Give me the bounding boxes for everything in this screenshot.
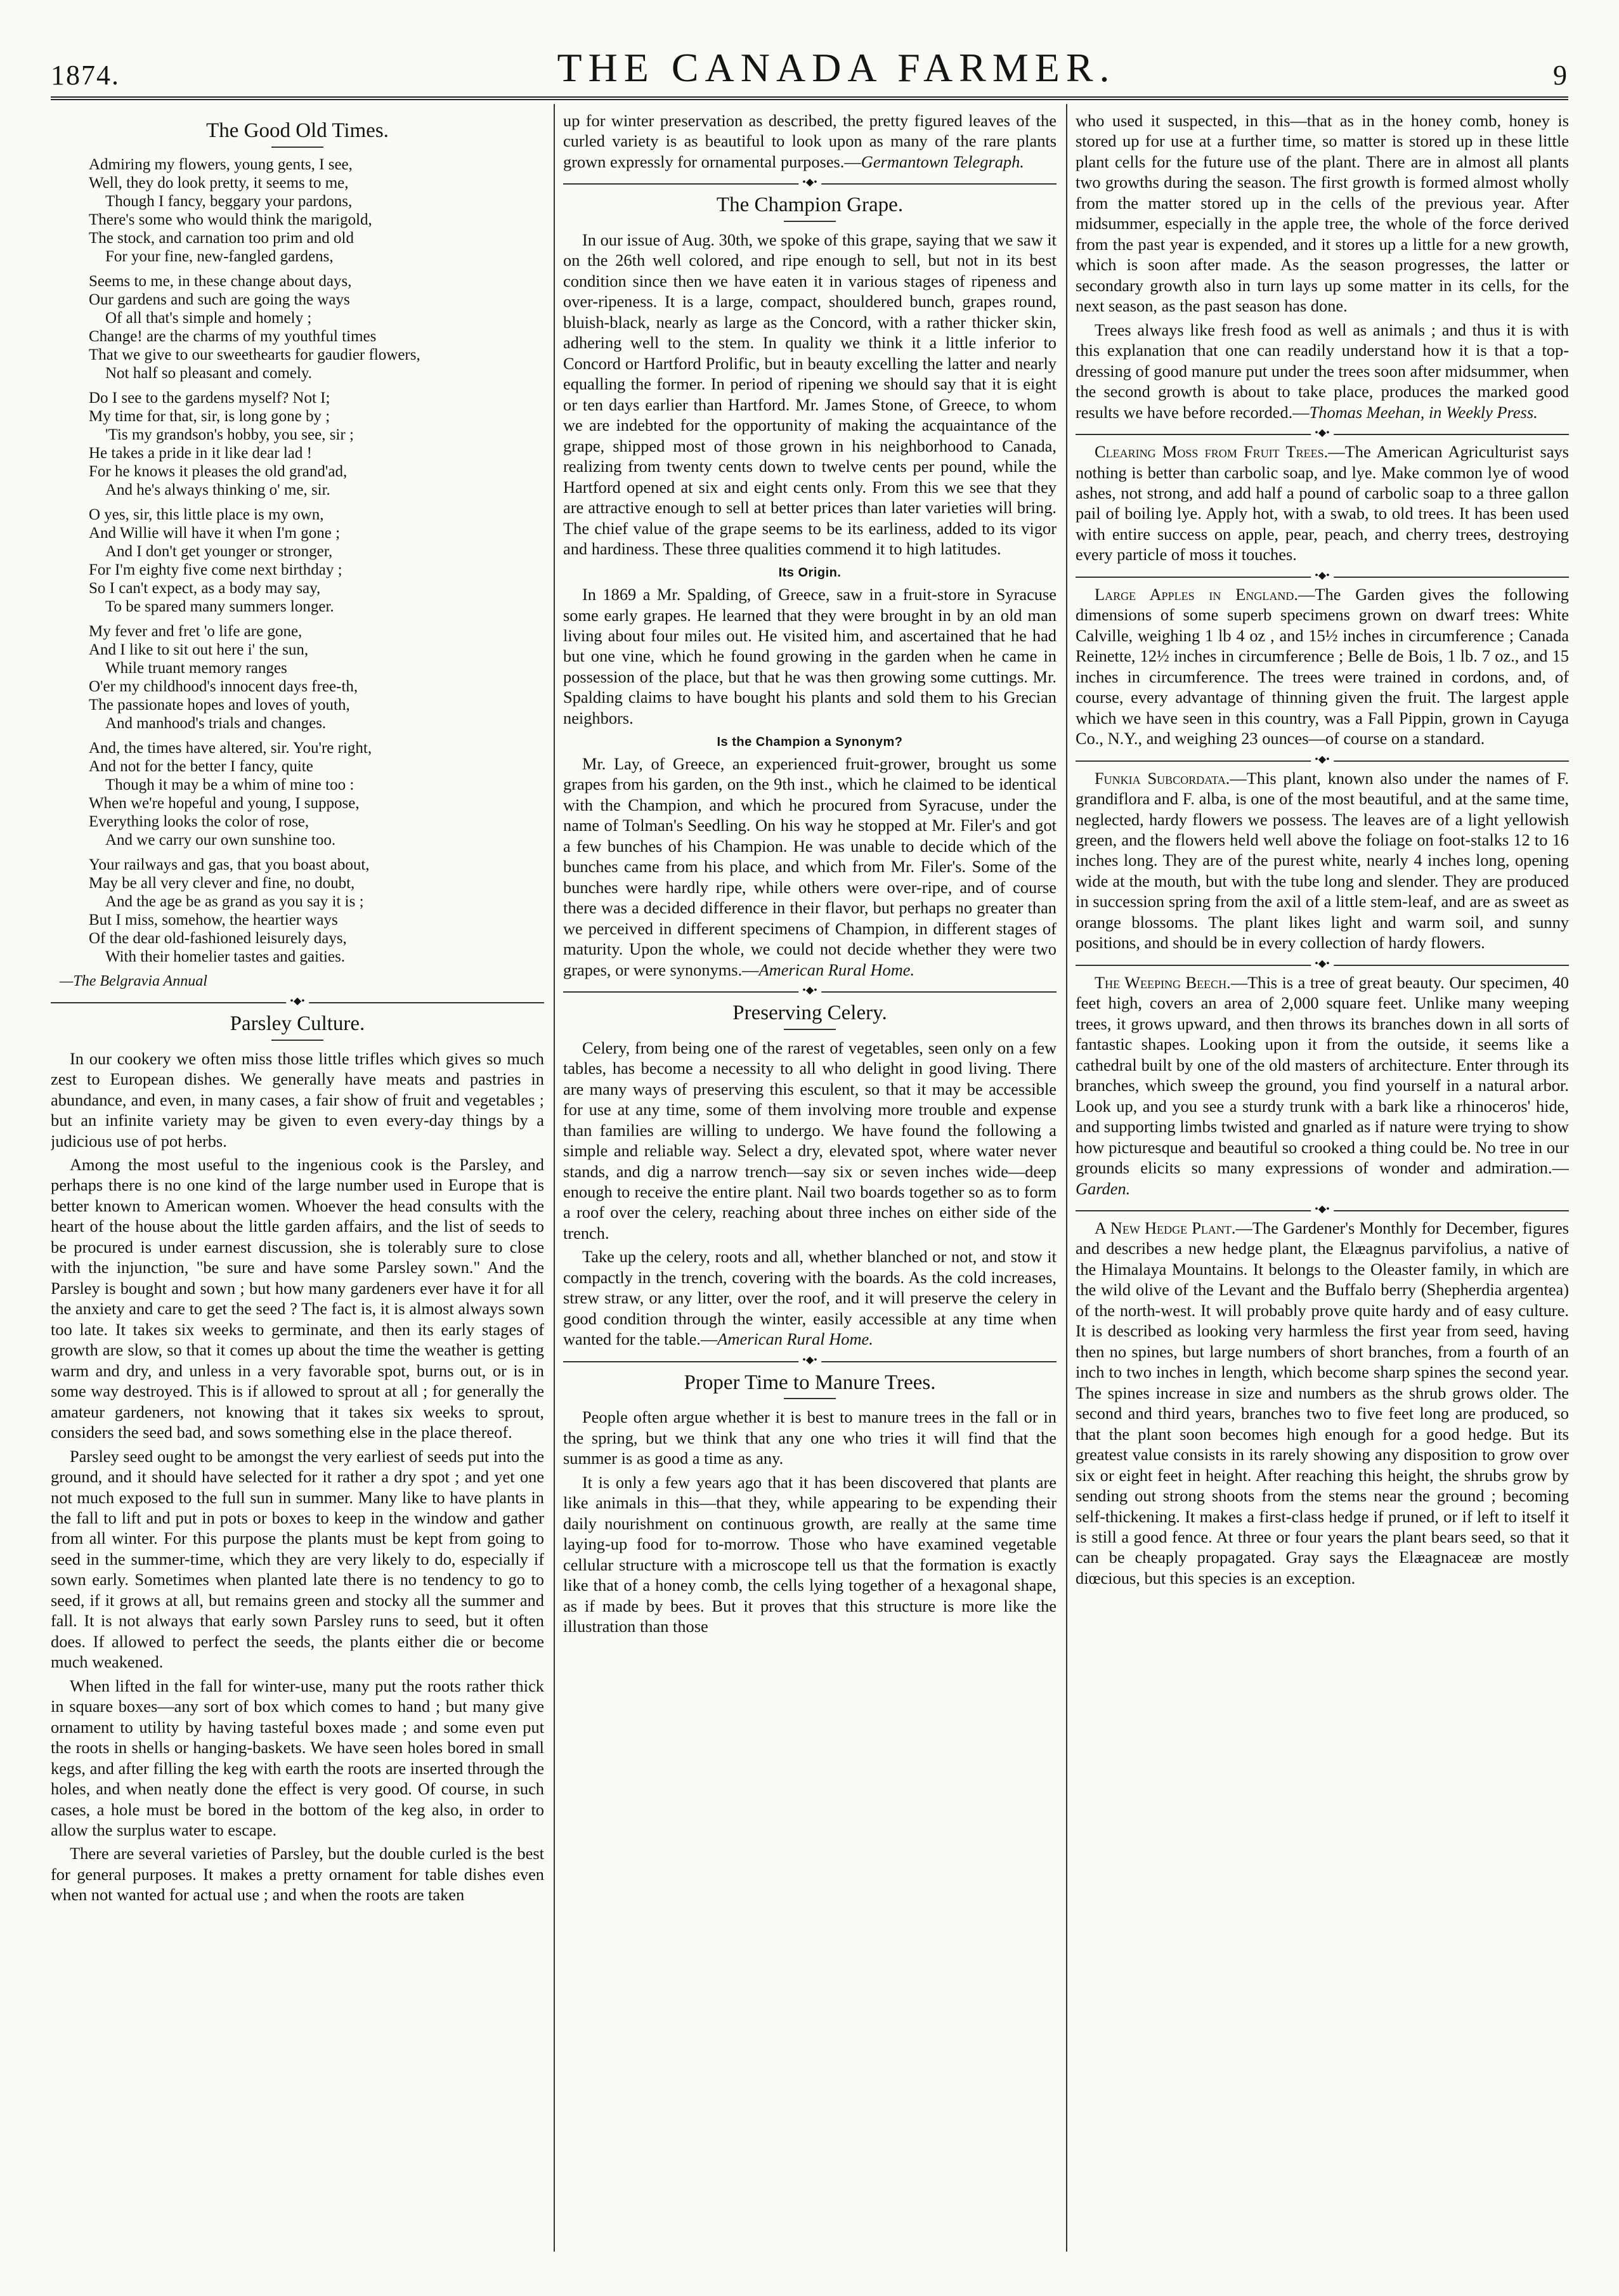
poem-line: May be all very clever and fine, no doubt, (89, 874, 355, 892)
title-rule (784, 1029, 836, 1030)
paragraph (563, 753, 1057, 980)
poem-line: That we give to our sweethearts for gaudier flowers, (89, 346, 420, 363)
poem-line: My time for that, sir, is long gone by ; (89, 407, 330, 425)
poem-line: There's some who would think the marigold, (89, 211, 372, 228)
column-2 (563, 110, 1057, 2252)
paragraph (1076, 320, 1569, 422)
source-credit: Garden. (1076, 1178, 1131, 1198)
article-title: The Good Old Times. (206, 119, 389, 142)
poem-stanza (89, 155, 544, 266)
item-new-hedge-plant (1076, 1218, 1569, 1588)
poem-line: And we carry our own sunshine too. (105, 831, 336, 849)
section-divider (1076, 434, 1569, 435)
poem-line: The stock, and carnation too prim and old (89, 229, 354, 247)
poem-line: When we're hopeful and young, I suppose, (89, 794, 360, 812)
source-credit: American Rural Home. (717, 1329, 873, 1349)
paragraph: In 1869 a Mr. Spalding, of Greece, saw in a fruit-store in Syracuse some early grapes. He learned that they were brought in by an old man living about four miles out. He visited him, and ascertained that he had but one vine, which he found growing in the garden when he came in possession of the place, but that he was then growing some cuttings. Mr. Spalding claims to have bought his plants and sold them to his Grecian neighbors. (563, 585, 1057, 727)
source-credit: American Rural Home. (758, 960, 915, 979)
paragraph-text: —The Gardener's Monthly for December, figures and describes a new hedge plant, the Elæagnus parvifolius, a native of the Himalaya Mountains. It belongs to the Oleaster family, in which are the wild olive of the Levant and the Buffalo berry (Shepherdia argentea) of the north-west. It will probably prove quite hardy and of easy culture. It is described as looking very harmless the first year from seed, having then no spines, but large numbers of short branches, from a fourth of an inch to two inches in length, which become sharp spines the second year. The spines increase in size and numbers as the shrub grows older. The second and third years, branches two to five feet long are produced, so that the plant soon becomes high enough for a good hedge. But its greatest value consists in its rarely showing any disposition to grow over six or eight feet in height. After reaching this height, the shrubs grow by sending out strong shoots from the stems near the ground ; becoming self-thickening. It makes a first-class hedge if pruned, or if left to itself it is still a good fence. At three or four years the plant bears seed, so that it can be cheaply propagated. Gray says the Elæagnaceæ are mostly diœcious, but this species is an exception. (1076, 1218, 1569, 1588)
article-champion-grape (563, 192, 1057, 980)
article-title: Proper Time to Manure Trees. (684, 1371, 936, 1394)
item-funkia (1076, 768, 1569, 953)
subheading: Its Origin. (778, 566, 842, 580)
paragraph: Celery, from being one of the rarest of vegetables, seen only on a few tables, has become a necessity to all who delight in good living. There are many ways of preserving this esculent, so that it may be accessible for use at any time, some of them involving more trouble and expense than families are willing to undergo. We have found the following a simple and reliable way. Select a dry, elevated spot, where water never stands, and dig a narrow trench—say six or seven inches wide—deep enough to receive the entire plant. Nail two boards together so as to form a roof over the celery, reaching about three inches on either side of the trench. (563, 1038, 1057, 1243)
item-lead: A New Hedge Plant. (1095, 1218, 1236, 1237)
poem-line: Do I see to the gardens myself? Not I; (89, 389, 330, 407)
page-number: 9 (1553, 60, 1568, 91)
paragraph: People often argue whether it is best to manure trees in the fall or in the spring, but we think that any one who tries it will find that the summer is as good a time as any. (563, 1407, 1057, 1468)
item-clearing-moss (1076, 441, 1569, 565)
paragraph (1076, 1218, 1569, 1588)
column-rule (1066, 104, 1067, 2252)
item-large-apples (1076, 584, 1569, 749)
poem-line: He takes a pride in it like dear lad ! (89, 444, 312, 462)
poem-line: Though I fancy, beggary your pardons, (105, 192, 353, 210)
item-lead: Funkia Subcordata. (1095, 768, 1230, 788)
poem-attribution: —The Belgravia Annual (60, 972, 207, 989)
poem-stanza (89, 506, 544, 616)
source-credit: Germantown Telegraph. (861, 152, 1024, 171)
item-weeping-beech (1076, 972, 1569, 1199)
article-title: Parsley Culture. (230, 1012, 365, 1036)
paragraph-text: Take up the celery, roots and all, whether blanched or not, and stow it compactly in the trench, covering with the boards. As the cold increases, strew straw, or any litter, over the roof, and it will preserve the celery in good condition through the winter, easily accessible at any time when wanted for the table.— (563, 1247, 1057, 1349)
masthead (51, 39, 1568, 91)
paragraph (1076, 441, 1569, 565)
title-rule (784, 1398, 836, 1399)
section-divider (51, 1002, 544, 1003)
poem-line: To be spared many summers longer. (105, 597, 334, 615)
article-parsley-culture (51, 1011, 544, 1905)
paragraph: It is only a few years ago that it has been discovered that plants are like animals in this—that they, while appearing to be expending their daily nourishment on continuous growth, are really at the same time laying-up food for to-morrow. Those who have examined vegetable cellular structure with a microscope tell us that the formation is exactly like that of a honey comb, the cells lying together of a hexagonal shape, as if made by bees. But it proves that this structure is more like the illustration than those (563, 1472, 1057, 1636)
paragraph-text: up for winter preservation as described, the pretty figured leaves of the curled variety is as beautiful to look upon as many of the rare plants grown expressly for ornamental purposes.— (563, 111, 1057, 171)
title-rule (271, 1040, 323, 1041)
poem-line: And, the times have altered, sir. You're right, (89, 739, 372, 757)
poem-line: Everything looks the color of rose, (89, 812, 309, 830)
article-parsley-continued (563, 110, 1057, 172)
poem-line: Seems to me, in these change about days, (89, 272, 352, 290)
paragraph (563, 1246, 1057, 1349)
poem-line: And not for the better I fancy, quite (89, 757, 313, 775)
poem-line: For I'm eighty five come next birthday ; (89, 561, 342, 578)
poem-line: O'er my childhood's innocent days free-th, (89, 677, 358, 695)
poem-line: O yes, sir, this little place is my own, (89, 506, 324, 523)
column-1 (51, 110, 544, 2252)
poem-line: The passionate hopes and loves of youth, (89, 696, 350, 714)
source-credit: Thomas Meehan, in Weekly Press. (1309, 402, 1538, 422)
paragraph-text: Trees always like fresh food as well as animals ; and thus it is with this explanation that one can readily understand how it is that a top-dressing of good manure put under the trees soon after midsummer, when the second growth is about to take place, produces the marked good results we have before recorded.— (1076, 320, 1569, 422)
poem-line: Well, they do look pretty, it seems to me, (89, 174, 349, 192)
article-manure-continued (1076, 110, 1569, 422)
paragraph-text: —The Garden gives the following dimensions of some superb specimens grown on dwarf trees: White Calville, weighing 1 lb 4 oz , and 15½ inches in circumference ; Canada Reinette, 12½ inches in circumference ; Belle de Bois, 1 lb. 7 oz., and 15 inches in circumference. The trees were trained in cordons, and, of course, every advantage of thinning given the fruit. The largest apple which we have seen in this country, was a Fall Pippin, grown in Cayuga Co., N.Y., and weighing 23 ounces—of course on a standard. (1076, 584, 1569, 748)
poem-body (51, 155, 544, 966)
poem-line: Admiring my flowers, young gents, I see, (89, 155, 353, 173)
paragraph: There are several varieties of Parsley, but the double curled is the best for general purposes. It makes a pretty ornament for table dishes even when not wanted for actual use ; and when the roots are taken (51, 1844, 544, 1905)
newspaper-title: THE CANADA FARMER. (557, 45, 1116, 90)
section-divider (1076, 965, 1569, 966)
poem-line: With their homelier tastes and gaities. (105, 948, 346, 965)
poem-line: So I can't expect, as a body may say, (89, 579, 321, 597)
section-divider (563, 1361, 1057, 1362)
paragraph: When lifted in the fall for winter-use, many put the roots rather thick in square boxes—any sort of box which comes to hand ; but many give ornament to utility by having tasteful boxes made ; and some even put the roots in shells or hanging-baskets. We have seen holes bored in small kegs, and after filling the keg with earth the roots are inserted through the holes, and when neatly done the effect is very good. Of course, in such cases, a hole must be bored in the bottom of the keg also, in order to allow the surplus water to escape. (51, 1676, 544, 1840)
poem-line: And Willie will have it when I'm gone ; (89, 524, 341, 542)
poem-stanza (89, 622, 544, 733)
title-rule (784, 221, 836, 222)
section-divider (1076, 760, 1569, 762)
poem-line: And I like to sit out here i' the sun, (89, 641, 309, 658)
poem-stanza (89, 272, 544, 382)
poem-line: Of all that's simple and homely ; (105, 309, 312, 327)
poem-line: Not half so pleasant and comely. (105, 364, 313, 382)
poem-line: And manhood's trials and changes. (105, 714, 327, 732)
column-3 (1076, 110, 1569, 2252)
article-preserving-celery (563, 1000, 1057, 1350)
issue-year: 1874. (51, 60, 120, 91)
paragraph (1076, 584, 1569, 749)
poem-line: Though it may be a whim of mine too : (105, 776, 354, 793)
poem-line: And I don't get younger or stronger, (105, 542, 333, 560)
paragraph: In our cookery we often miss those little trifles which gives so much zest to European dishes. We generally have meats and pastries in abundance, and even, in many cases, a fair show of fruit and vegetables ; but an infinite variety may be given to even every-day things by a judicious use of pot herbs. (51, 1048, 544, 1151)
section-divider (1076, 577, 1569, 578)
poem-line: While truant memory ranges (105, 659, 287, 677)
paragraph-text: —The American Agriculturist says nothing is better than carbolic soap, and lye. Make common lye of wood ashes, not strong, and add half a pound of carbolic soap to a three gallon pail of boiling lye. Apply hot, with a swab, to old trees. It has been used with entire success on apple, pear, peach, and cherry trees, destroying every particle of moss it touches. (1076, 442, 1569, 564)
title-rule (271, 147, 323, 148)
column-rule (554, 104, 555, 2252)
paragraph-text: —This plant, known also under the names of F. grandiflora and F. alba, is one of the most beautiful, and at the same time, neglected, hardy flowers we possess. The leaves are of a light yellowish green, and the flowers held well above the foliage on foot-stalks 12 to 16 inches long. They are of the purest white, nearly 4 inches long, opening wide at the mouth, but with the tube long and slender. They are produced in succession spring from the axil of a little stem-leaf, and are as sweet as orange blossoms. The plant likes light and warm soil, and sunny positions, and should be in every collection of hardy flowers. (1076, 768, 1569, 953)
section-divider (563, 991, 1057, 993)
article-title: The Champion Grape. (716, 193, 904, 217)
poem-good-old-times (51, 118, 544, 991)
article-title: Preserving Celery. (732, 1001, 887, 1025)
poem-line: But I miss, somehow, the heartier ways (89, 911, 338, 929)
paragraph: Among the most useful to the ingenious cook is the Parsley, and perhaps there is no one kind of the large number used in Europe that is better known to American women. Whoever the head consults with the heart of the house about the little garden affairs, and the list of seeds to be procured is under earnest discussion, she is tolerably sure to close with the injunction, "be sure and have some Parsley sown." And the Parsley is bought and sown ; but how many gardeners ever have it for all the anxiety and care to get the seed ? The fact is, it is almost always sown too late. It takes six weeks to germinate, and then its early stages of growth are slow, so that it comes up about the time the weather is getting warm and dry, and unless in a very favorable spot, burns out, or is in some way destroyed. This is if allowed to sprout at all ; for generally the amateur gardeners, not knowing that it takes six weeks to sprout, considers the seed bad, and sows something else in the place thereof. (51, 1155, 544, 1442)
item-lead: Clearing Moss from Fruit Trees. (1095, 442, 1329, 462)
section-divider (1076, 1210, 1569, 1211)
paragraph: In our issue of Aug. 30th, we spoke of this grape, saying that we saw it on the 26th well colored, and ripe enough to sell, but not in its best condition since then we have eaten it in various stages of ripeness and over-ripeness. It is a large, compact, shouldered bunch, grapes round, bluish-black, nearly as large as the Concord, with a rather thicker skin, adhering well to the stem. In quality we think it a little inferior to Concord or Hartford Prolific, but in beauty excelling the latter and nearly equalling the former. In period of ripening we should say that it is eight or ten days earlier than Hartford. Mr. James Stone, of Greece, to whom we are indebted for the opportunity of making the acquaintance of the grape, shipped most of those grown in his neighborhood to Canada, realizing from twenty cents down to twelve cents per pound, while the Hartford opened at six and eight cents only. From this we see that they are attractive enough to sell at better prices than later varieties will bring. The chief value of the grape seems to be its earliness, added to its vigor and hardiness. These three qualities commend it to high latitudes. (563, 230, 1057, 559)
article-manure-trees (563, 1370, 1057, 1637)
poem-line: For he knows it pleases the old grand'ad, (89, 462, 348, 480)
poem-stanza (89, 389, 544, 499)
paragraph (1076, 972, 1569, 1199)
poem-stanza (89, 856, 544, 966)
paragraph-text: Mr. Lay, of Greece, an experienced fruit-grower, brought us some grapes from his garden, on the 9th inst., which he claimed to be identical with the Champion, and which he procured from Syracuse, under the name of Tolman's Seedling. On his way he stopped at Mr. Filer's and got a few bunches of his Champion. He was unable to decide which of the bunches came from his place, and which from Mr. Filer's. Some of the bunches were hardly ripe, while others were over-ripe, and of course there was a decided difference in their flavor, but perhaps no greater than we perceived in different specimens of Champion, in different stages of maturity. Upon the whole, we could not decide whether they were two grapes, or were synonyms.— (563, 753, 1057, 979)
poem-line: Of the dear old-fashioned leisurely days, (89, 929, 347, 947)
poem-stanza (89, 739, 544, 849)
paragraph (563, 110, 1057, 172)
paragraph: who used it suspected, in this—that as in the honey comb, honey is stored up for use at a further time, so matter is stored up in these little plant cells for the future use of the plant. There are in almost all plants two growths during the season. The first growth is formed almost wholly from the matter stored up in the cells of the previous year. After midsummer, especially in the apple tree, the whole of the force derived from the past year is expended, and it stores up a little for a new growth, which is soon after made. As the season progresses, the latter or secondary growth also in turn lays up some matter in its cells, for the next season, as the past season has done. (1076, 111, 1569, 316)
paragraph (1076, 768, 1569, 953)
poem-line: My fever and fret 'o life are gone, (89, 622, 302, 640)
poem-line: And the age be as grand as you say it is ; (105, 892, 364, 910)
paragraph-text: —This is a tree of great beauty. Our specimen, 40 feet high, covers an area of 2,000 square feet. Unlike many weeping trees, it grows upward, and then throws its branches down in all sorts of fantastic shapes. Looking upon it from the outside, it seems like a cathedral built by one of the old masters of architecture. Enter through its branches, which sweep the ground, you find yourself in a natural arbor. Look up, and you see a sturdy trunk with a bark like a rhinoceros' hide, and supporting limbs twisted and gnarled as if nature were trying to show how picturesque and beautiful so crooked a thing could be. No tree in our grounds elicits so many expressions of wonder and admiration.— (1076, 972, 1569, 1178)
poem-line: And he's always thinking o' me, sir. (105, 481, 330, 499)
poem-line: For your fine, new-fangled gardens, (105, 247, 334, 265)
poem-line: Your railways and gas, that you boast about, (89, 856, 370, 873)
subheading: Is the Champion a Synonym? (717, 735, 903, 750)
item-lead: Large Apples in England. (1095, 584, 1298, 604)
item-lead: The Weeping Beech. (1095, 972, 1231, 992)
header-rule (51, 96, 1568, 100)
poem-line: Change! are the charms of my youthful times (89, 327, 377, 345)
poem-line: Our gardens and such are going the ways (89, 290, 350, 308)
section-divider (563, 183, 1057, 185)
poem-line: 'Tis my grandson's hobby, you see, sir ; (105, 426, 354, 443)
paragraph: Parsley seed ought to be amongst the very earliest of seeds put into the ground, and it should have selected for it rather a dry spot ; and yet one not much exposed to the full sun in summer. Many like to have plants in the fall to lift and put in pots or boxes to keep in the window and gather from all winter. For this purpose the plants must be kept from going to seed in the summer-time, which they are very likely to do, especially if sown early. Sometimes when planted late there is no tendency to go to seed, if it grows at all, but remains green and stocky all the summer and fall. It is not always that early sown Parsley runs to seed, but it often does. If allowed to perfect the seeds, the plants either die or become much weakened. (51, 1446, 544, 1672)
